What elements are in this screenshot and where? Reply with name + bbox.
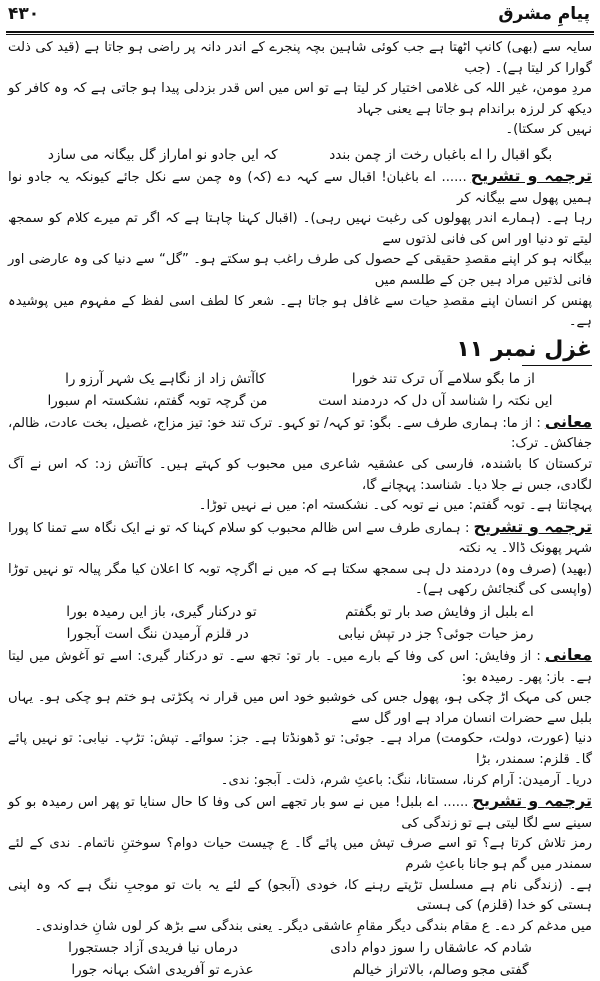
section-line: پھنس کر انسان اپنے مقصدِ حیات سے غافل ہو جاتا ہے۔ شعر کا لطف اسی لفظ کے مفہوم میں پوشیدہ ہے۔	[8, 293, 592, 330]
section-line: جس کی مہک اڑ چکی ہو، پھول جس کی خوشبو خود اس میں قرار نہ پکڑتی ہو ختم ہو چکی ہو۔ یہاں بلبل سے حضرات انسان مراد ہے اور گل سے	[8, 690, 592, 726]
section-label: ترجمہ و تشریح	[470, 165, 592, 185]
section-line: ہے۔ (زندگی نام ہے مسلسل تڑپتے رہنے کا، خودی (آبجو) کے لئے یہ بات تو موجبِ ننگ ہے کہ وہ اپنی ہستی کو خدا (قلزم) کی ہستی	[8, 877, 592, 914]
page-number: ۴۳۰	[8, 4, 40, 24]
section-line: (بھید) (صرف وہ) دردمند دل ہی سمجھ سکتا ہے کہ میں نے اگرچہ توبہ کا اعلان کیا مگر پیالہ تو نہیں توڑا (واپسی کی گنجائش رکھی ہے)۔	[8, 561, 592, 598]
couplet	[8, 937, 592, 959]
intro-line: مردِ مومن، غیر اللہ کی غلامی اختیار کر لیتا ہے تو اس میں اس قدر بزدلی پیدا ہو جاتی ہے کہ وہ کافر کو دیکھ کر لرزہ براندام ہو جاتا ہے یعنی جہاد	[8, 81, 592, 117]
couplet-second-hemistich: من گرچہ توبہ گفتم، نشکستہ ام سبورا	[47, 392, 268, 409]
section-line: پہچانتا ہے۔ توبہ گفتم: میں نے توبہ کی۔ نشکستہ ام: میں نے نہیں توڑا۔	[198, 498, 592, 514]
header-rule-thin	[6, 34, 594, 35]
section-line: ترجمہ و تشریح...... اے باغبان! اقبال سے کہہ دے (کہ) وہ چمن سے نکل جائے کیونکہ یہ جادو نوا ہمیں پھول سے بیگانہ کر	[8, 165, 592, 206]
section-line: رہا ہے۔ (ہمارے اندر پھولوں کی رغبت نہیں رہی)۔ (اقبال کہنا چاہتا ہے کہ اگر تم میرے کلام کو سمجھ لیتے تو دنیا اور اس کی فانی لذتوں سے	[8, 211, 592, 247]
section-line: میں مدغم کر دے۔ ع مقام بندگی دیگر مقامِ عاشقی دیگر۔ یعنی بندگی سے بڑھ کر لوں شانِ خداوندی۔	[34, 918, 592, 934]
couplet	[8, 623, 592, 645]
couplet	[8, 601, 592, 623]
couplet-first-hemistich: رمز حیات جوئی؟ جز در تپش نیابی	[338, 626, 534, 643]
couplet	[8, 390, 592, 412]
couplet	[8, 959, 592, 981]
couplet-second-hemistich: تو درکنار گیری، باز ایں رمیدہ بورا	[66, 604, 257, 621]
section-line: دنیا (عورت، دولت، حکومت) مراد ہے۔ جوئی: تو ڈھونڈتا ہے۔ جز: سوائے۔ تپش: تڑپ۔ نیابی: تو نہیں پائے گا۔ قلزم: سمندر، بڑا	[8, 731, 592, 768]
section-line: ترجمہ و تشریح...... اے بلبل! میں نے سو بار تجھے اس کی وفا کا حال سنایا تو پھر اس رمیدہ بو کو سینے سے لگا لیتی ہے تو زندگی کی	[8, 791, 593, 831]
ghazal-heading: غزل نمبر ۱۱	[456, 336, 592, 362]
section-line: رمز تلاش کرتا ہے؟ تو اسے صرف تپش میں پائے گا۔ ع چیست حیات دوام؟ سوختنِ ناتمام۔ ندی کے لئے سمندر میں گم ہو جانا باعثِ شرم	[8, 836, 592, 872]
couplet-first-hemistich: گفتی مجو وصالم، بالاتراز خیالم	[352, 962, 529, 979]
couplet-first-hemistich: بگو اقبال را اے باغباں رخت از چمن بندد	[329, 146, 553, 163]
section-label: معانی	[544, 411, 592, 431]
section-line: ترجمہ و تشریح: ہماری طرف سے اس ظالم محبوب کو سلام کہنا کہ تو نے ایک نگاہ سے تمنا کا پورا شہر پھونک ڈالا۔ یہ نکتہ	[8, 516, 593, 557]
page-header	[6, 4, 594, 30]
couplet	[8, 368, 592, 390]
couplet	[8, 144, 592, 166]
couplet-first-hemistich: اے بلبل از وفایش صد بار تو بگفتم	[345, 604, 534, 621]
couplet-first-hemistich: شادم کہ عاشقاں را سوز دوام دادی	[330, 940, 532, 957]
couplet-second-hemistich: در قلزم آرمیدن ننگ است آبجورا	[66, 626, 249, 643]
couplet-second-hemistich: درماں نیا فریدی آزاد جستجورا	[68, 940, 238, 957]
section-label: ترجمہ و تشریح	[472, 791, 593, 811]
page-content	[8, 38, 592, 981]
couplet-first-hemistich: از ما بگو سلامے آں ترک تند خورا	[351, 370, 535, 387]
section-line: معانی: از ما: ہماری طرف سے۔ بگو: تو کہہ/ تو کہو۔ ترک تند خو: تیز مزاج، غصیل، بخت عادت، ظالم، جفاکش۔ ترک:	[8, 411, 592, 452]
section-line: معانی: از وفایش: اس کی وفا کے بارے میں۔ بار تو: تجھ سے۔ تو درکنار گیری: اسے تو آغوش میں لیتا ہے۔ باز: پھر۔ رمیدہ بو:	[8, 645, 592, 685]
intro-line: نہیں کر سکتا)۔	[505, 122, 592, 138]
couplet-second-hemistich: کہ ایں جادو نو اماراز گل بیگانہ می سازد	[47, 146, 278, 163]
section-line: دریا۔ آرمیدن: آرام کرنا، سستانا، ننگ: باعثِ شرم، ذلت۔ آبجو: ندی۔	[220, 772, 592, 788]
section-line: ترکستان کا باشندہ، فارسی کی عشقیہ شاعری میں محبوب کو کہتے ہیں۔ کاآتش زد: کہ اس نے آگ لگادی، جس نے جلا دیا۔ شناسد: پہچانے گا،	[8, 456, 592, 493]
intro-line: سایہ سے (بھی) کانپ اٹھتا ہے جب کوئی شاہین بچہ پنجرے کے اندر دانہ پر راضی ہو جاتا ہے (قید کی ذلت گوارا کر لیتا ہے)۔ (جب	[8, 40, 592, 76]
section-label: معانی	[544, 645, 592, 665]
section-label: ترجمہ و تشریح	[473, 516, 593, 536]
couplet-second-hemistich: کاآتش زاد از نگاہے یک شہر آرزو را	[65, 370, 266, 387]
couplet-first-hemistich: ایں نکتہ را شناسد آں دل کہ دردمند است	[318, 392, 553, 409]
heading-underline	[522, 365, 592, 366]
header-rule	[6, 31, 594, 33]
book-title: پیامِ مشرق	[498, 4, 590, 24]
section-line: بیگانہ ہو کر اپنے مقصدِ حقیقی کے حصول کی طرف راغب ہو سکتے ہو۔ ”گل“ سے دنیا کی وہ عارضی اور فانی لذتیں مراد ہیں جن کے طلسم میں	[8, 252, 592, 288]
couplet-second-hemistich: عذرے تو آفریدی اشک بہانہ جورا	[71, 962, 254, 979]
